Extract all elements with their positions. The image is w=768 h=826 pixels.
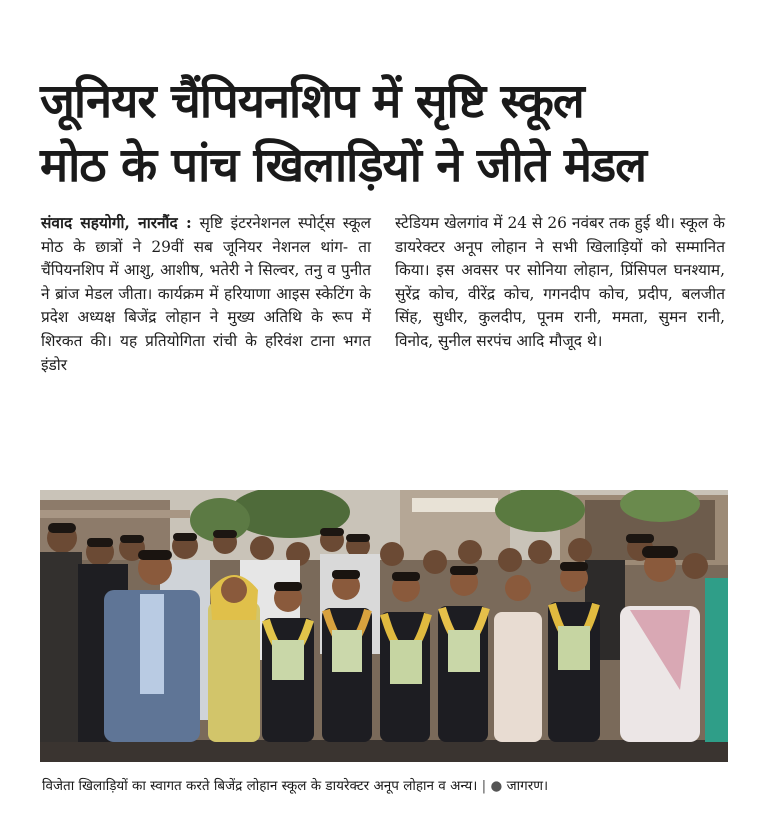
headline-line-2: मोठ के पांच खिलाड़ियों ने जीते मेडल bbox=[40, 138, 647, 193]
article-text-right: स्टेडियम खेलगांव में 24 से 26 नवंबर तक हुई थी। स्कूल के डायरेक्टर अनूप लोहान ने सभी खिलाड़ियों को सम्मानित किया। इस अवसर पर सोनिया लोहान, प्रिंसिपल घनश्याम, सुरेंद्र कोच, वीरेंद्र कोच, गगनदीप कोच, प्रदीप, बलजीत सिंह, सुधीर, कुलदीप, पूनम रानी, ममता, सुमन रानी, विनोद, सुनील सरपंच आदि मौजूद थे। bbox=[395, 214, 725, 350]
article-column-right bbox=[395, 212, 725, 354]
dateline: संवाद सहयोगी, नारनौंद : bbox=[41, 214, 192, 232]
caption-text: विजेता खिलाड़ियों का स्वागत करते बिजेंद्र लोहान स्कूल के डायरेक्टर अनूप लोहान व अन्य। bbox=[42, 778, 478, 794]
article-column-left bbox=[41, 212, 371, 377]
headline-line-1: जूनियर चैंपियनशिप में सृष्टि स्कूल bbox=[40, 74, 584, 129]
headline bbox=[40, 70, 740, 198]
article-text-left: सृष्टि इंटरनेशनल स्पोर्ट्स स्कूल मोठ के छात्रों ने 29वीं सब जूनियर नेशनल थांग- ता चैंपियनशिप में आशु, आशीष, भतेरी ने सिल्वर, तनु व पुनीत ने ब्रांज मेडल जीता। कार्यक्रम में हरियाणा आइस स्केटिंग के प्रदेश अध्यक्ष बिजेंद्र लोहान ने मुख्य अतिथि के रूप में शिरकत की। यह प्रतियोगिता रांची के हरिवंश टाना भगत इंडोर bbox=[41, 214, 371, 374]
group-photo-illustration bbox=[40, 490, 728, 762]
news-photo bbox=[40, 490, 728, 762]
photo-caption bbox=[42, 776, 732, 794]
caption-credit: जागरण। bbox=[506, 778, 549, 794]
caption-separator-dot: | ● bbox=[481, 778, 503, 794]
